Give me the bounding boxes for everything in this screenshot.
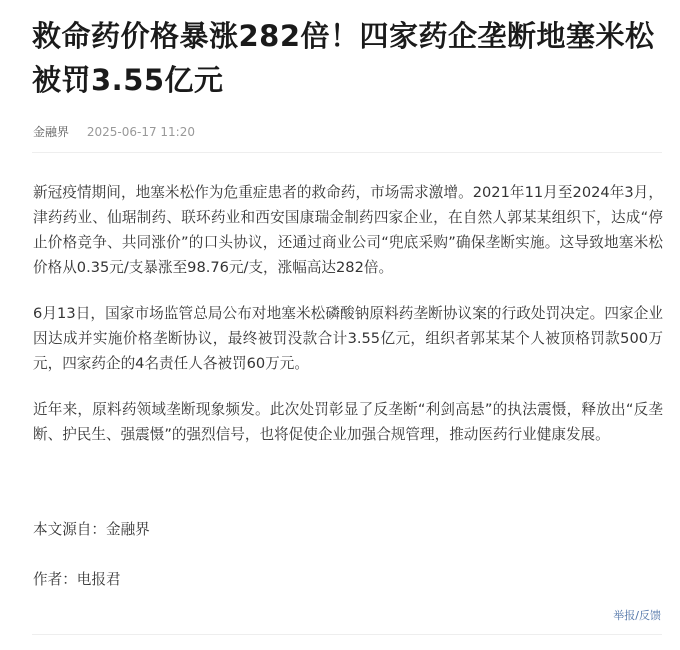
source-line: 本文源自：金融界 xyxy=(33,521,150,538)
article-body xyxy=(33,180,663,468)
source-name[interactable]: 金融界 xyxy=(33,125,70,139)
author-line: 作者：电报君 xyxy=(33,571,121,588)
report-feedback-link[interactable]: 举报/反馈 xyxy=(613,609,661,622)
paragraph-3: 近年来，原料药领域垄断现象频发。此次处罚彰显了反垄断“利剑高悬”的执法震慑，释放出“反垄断、护民生、强震慑”的强烈信号，也将促使企业加强合规管理，推动医药行业健康发展。 xyxy=(33,401,663,443)
article-meta xyxy=(33,124,195,140)
article-title: 救命药价格暴涨282倍！四家药企垄断地塞米松被罚3.55亿元 xyxy=(32,19,655,97)
publish-date: 2025-06-17 11:20 xyxy=(86,125,195,139)
paragraph-2: 6月13日，国家市场监管总局公布对地塞米松磷酸钠原料药垄断协议案的行政处罚决定。四家企业因达成并实施价格垄断协议，最终被罚没款合计3.55亿元，组织者郭某某个人被顶格罚款500万元，四家药企的4名责任人各被罚60万元。 xyxy=(33,305,663,372)
header-divider xyxy=(32,152,662,153)
footer-divider xyxy=(32,634,662,635)
paragraph-1: 新冠疫情期间，地塞米松作为危重症患者的救命药，市场需求激增。2021年11月至2024年3月，津药药业、仙琚制药、联环药业和西安国康瑞金制药四家企业，在自然人郭某某组织下，达成“停止价格竞争、共同涨价”的口头协议，还通过商业公司“兜底采购”确保垄断实施。这导致地塞米松价格从0.35元/支暴涨至98.76元/支，涨幅高达282倍。 xyxy=(33,184,663,276)
